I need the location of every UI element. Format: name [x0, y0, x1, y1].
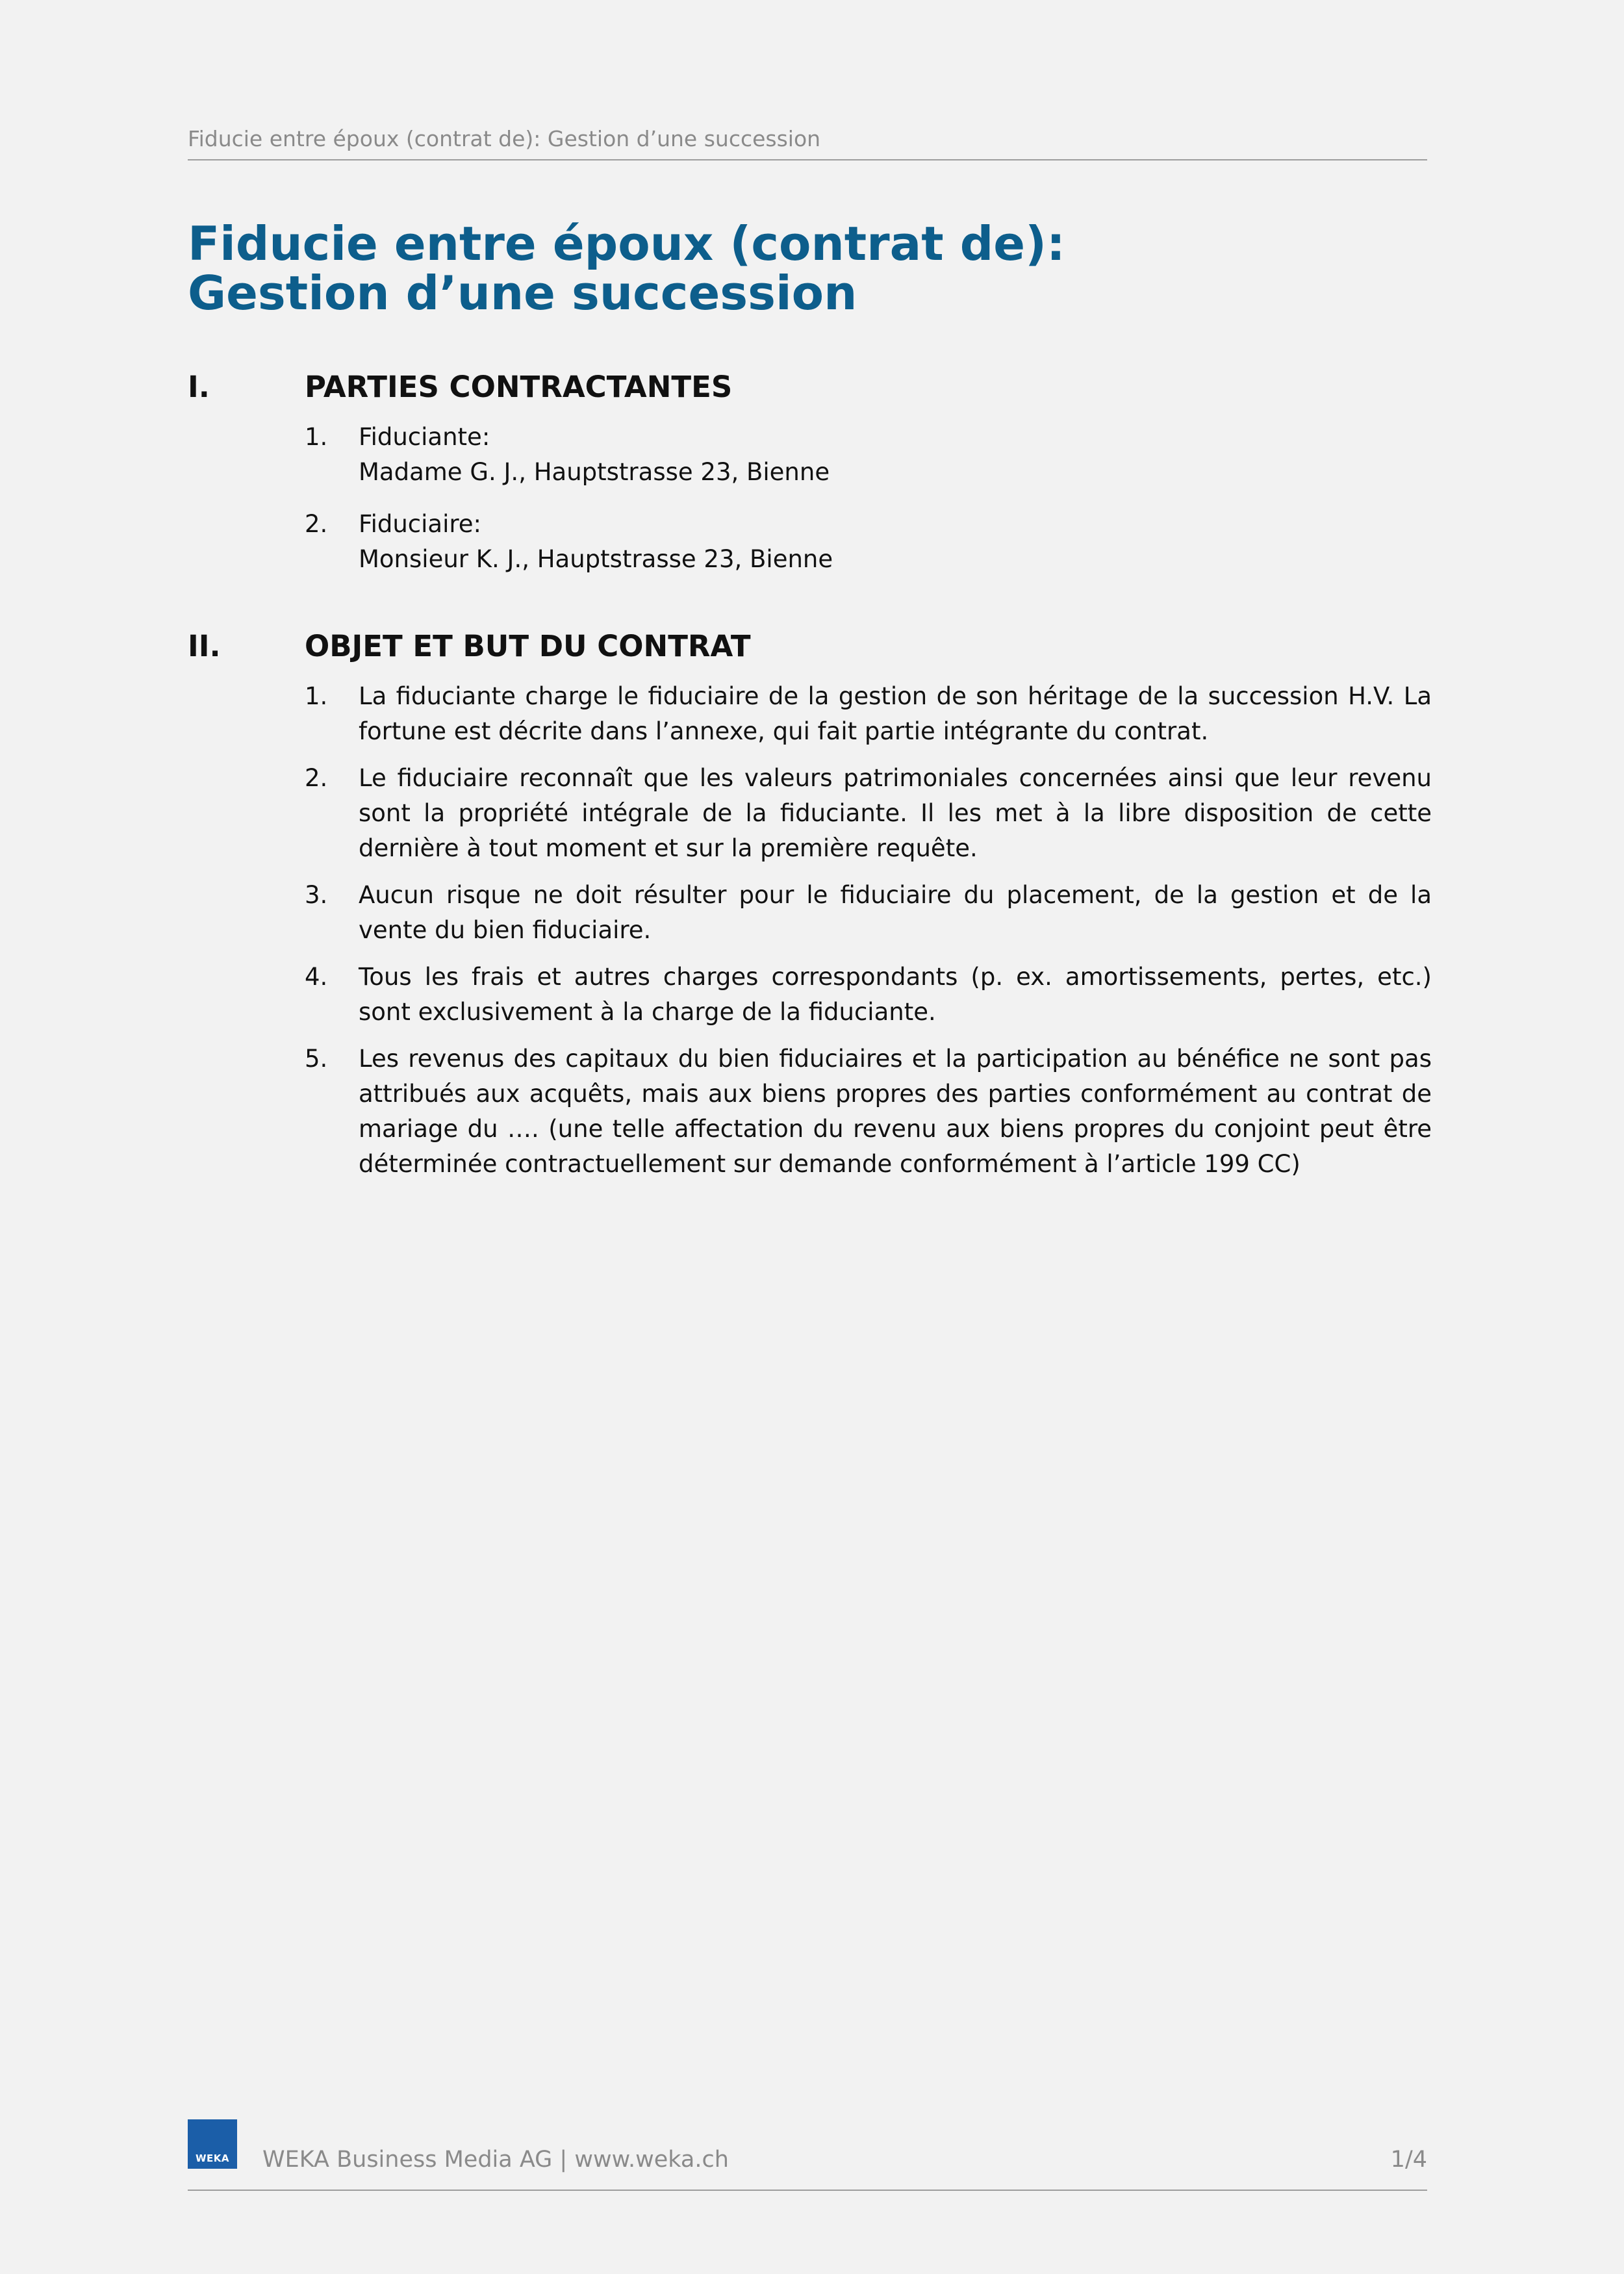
item-number: 1.: [305, 423, 328, 451]
section-number: I.: [188, 370, 210, 404]
item-value: Monsieur K. J., Hauptstrasse 23, Bienne: [359, 545, 833, 573]
section-title: PARTIES CONTRACTANTES: [305, 370, 733, 404]
item-label: Fiduciante:: [359, 423, 490, 451]
running-header: Fiducie entre époux (contrat de): Gestion d’une succession: [188, 126, 821, 151]
item-number: 5.: [305, 1045, 328, 1073]
item-value: Madame G. J., Hauptstrasse 23, Bienne: [359, 458, 830, 486]
item-number: 1.: [305, 682, 328, 710]
item-number: 3.: [305, 881, 328, 909]
list-item: [188, 507, 1432, 577]
list-item: [188, 679, 1432, 749]
list-item: [188, 878, 1432, 948]
item-label: Fiduciaire:: [359, 510, 482, 538]
section-number: II.: [188, 629, 221, 663]
list-item: [188, 420, 1432, 490]
item-text: Tous les frais et autres charges correspondants (p. ex. amortissements, pertes, etc.) sont exclusivement à la charge de la fiduciante.: [359, 963, 1432, 1026]
weka-logo: [188, 2119, 237, 2169]
document-title: [188, 216, 1427, 320]
section-heading: [188, 627, 1432, 666]
item-text: Le fiduciaire reconnaît que les valeurs patrimoniales concernées ainsi que leur revenu sont la propriété intégrale de la fiduciante. Il les met à la libre disposition de cette dernière à tout moment et sur la première requête.: [359, 764, 1432, 862]
header-divider: [188, 159, 1427, 160]
document-title-line-2: Gestion d’une succession: [188, 266, 857, 320]
section-object: [188, 627, 1432, 1182]
section-item-list: [188, 420, 1432, 577]
list-item: [188, 761, 1432, 866]
footer-divider: [188, 2190, 1427, 2191]
section-title: OBJET ET BUT DU CONTRAT: [305, 629, 751, 663]
section-item-list: [188, 679, 1432, 1182]
item-number: 4.: [305, 963, 328, 991]
document-title-line-1: Fiducie entre époux (contrat de):: [188, 216, 1065, 271]
footer-publisher: WEKA Business Media AG | www.weka.ch: [262, 2147, 729, 2173]
item-text: La fiduciante charge le fiduciaire de la gestion de son héritage de la succession H.V. La fortune est décrite dans l’annexe, qui fait partie intégrante du contrat.: [359, 682, 1432, 745]
section-heading: [188, 368, 1432, 407]
section-parties: [188, 368, 1432, 577]
item-number: 2.: [305, 764, 328, 792]
item-text: Les revenus des capitaux du bien fiduciaires et la participation au bénéfice ne sont pas attribués aux acquêts, mais aux biens propres des parties conformément au contrat de mariage du …. (une telle affectation du revenu aux biens propres du conjoint peut être déterminée contractuellement sur demande conformément à l’article 199 CC): [359, 1045, 1432, 1178]
list-item: [188, 960, 1432, 1030]
list-item: [188, 1041, 1432, 1182]
weka-logo-text: WEKA: [195, 2153, 230, 2164]
item-number: 2.: [305, 510, 328, 538]
page-number: 1/4: [1390, 2147, 1427, 2173]
item-text: Aucun risque ne doit résulter pour le fiduciaire du placement, de la gestion et de la vente du bien fiduciaire.: [359, 881, 1432, 944]
